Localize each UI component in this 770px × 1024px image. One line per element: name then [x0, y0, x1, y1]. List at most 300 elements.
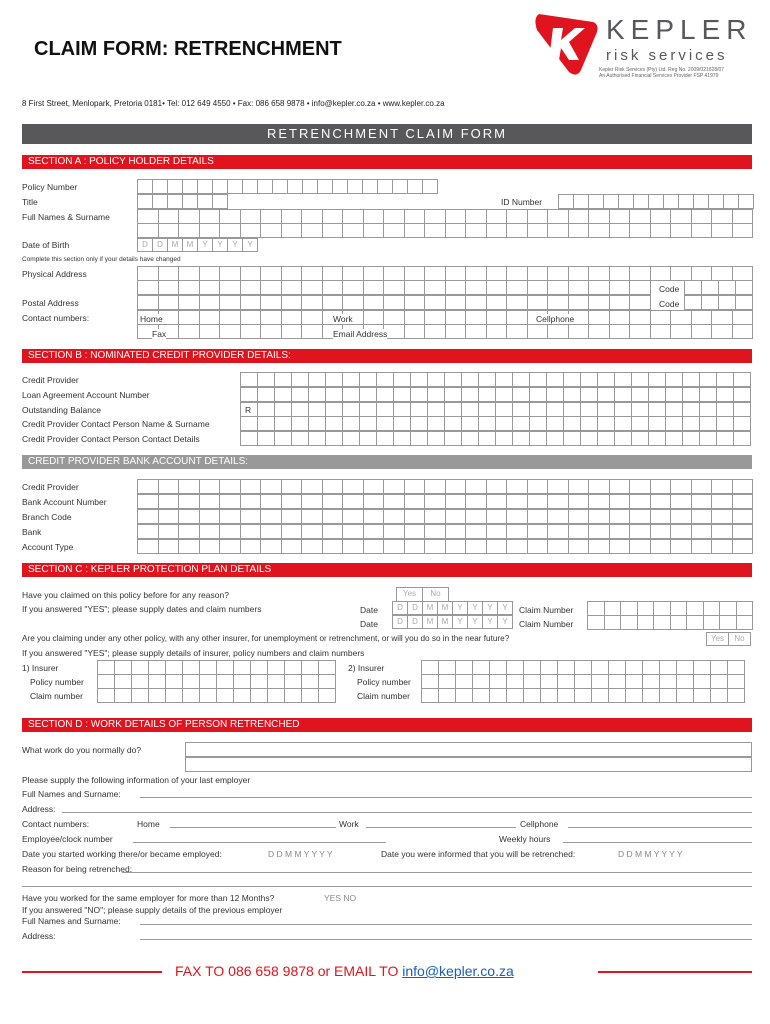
box-cell[interactable]: [302, 540, 323, 554]
box-cell[interactable]: [302, 325, 323, 339]
box-cell[interactable]: [712, 267, 733, 281]
box-cell[interactable]: [630, 510, 651, 524]
box-cell[interactable]: [446, 281, 467, 295]
box-cell[interactable]: [619, 195, 634, 209]
box-cell[interactable]: [115, 689, 132, 703]
box-cell[interactable]: [651, 480, 672, 494]
box-cell[interactable]: [179, 525, 200, 539]
box-cell[interactable]: [343, 480, 364, 494]
box-cell[interactable]: [671, 510, 692, 524]
branch-code-boxes[interactable]: [137, 509, 753, 524]
box-cell[interactable]: [282, 281, 303, 295]
box-cell[interactable]: [292, 373, 309, 387]
box-cell[interactable]: [384, 525, 405, 539]
box-cell[interactable]: [605, 602, 622, 616]
box-cell[interactable]: [220, 510, 241, 524]
box-cell[interactable]: [405, 495, 426, 509]
box-cell[interactable]: [589, 510, 610, 524]
box-cell[interactable]: [547, 417, 564, 431]
box-cell[interactable]: [466, 311, 487, 325]
box-cell[interactable]: [507, 296, 528, 310]
box-cell[interactable]: [733, 210, 754, 224]
box-cell[interactable]: [377, 388, 394, 402]
box-cell[interactable]: [466, 540, 487, 554]
box-cell[interactable]: [159, 510, 180, 524]
box-cell[interactable]: [446, 510, 467, 524]
box-cell[interactable]: [679, 195, 694, 209]
box-cell[interactable]: [630, 224, 651, 238]
box-cell[interactable]: [724, 195, 739, 209]
box-cell[interactable]: [159, 525, 180, 539]
box-cell[interactable]: [548, 540, 569, 554]
box-cell[interactable]: [183, 180, 198, 194]
box-cell[interactable]: [734, 403, 751, 417]
box-cell[interactable]: [422, 689, 439, 703]
box-cell[interactable]: [241, 525, 262, 539]
box-cell[interactable]: [405, 540, 426, 554]
box-cell[interactable]: [98, 689, 115, 703]
box-cell[interactable]: [609, 689, 626, 703]
box-cell[interactable]: [507, 510, 528, 524]
box-cell[interactable]: [528, 525, 549, 539]
box-cell[interactable]: [737, 602, 754, 616]
box-cell[interactable]: [649, 432, 666, 446]
bank-credit-provider-boxes[interactable]: [137, 479, 753, 494]
box-cell[interactable]: [728, 675, 745, 689]
box-cell[interactable]: [292, 417, 309, 431]
box-cell[interactable]: [405, 267, 426, 281]
box-cell[interactable]: [589, 480, 610, 494]
box-cell[interactable]: [251, 661, 268, 675]
box-cell[interactable]: [282, 210, 303, 224]
date-cell[interactable]: Y: [498, 616, 513, 629]
box-cell[interactable]: [241, 267, 262, 281]
box-cell[interactable]: [589, 296, 610, 310]
box-cell[interactable]: [666, 432, 683, 446]
box-cell[interactable]: [333, 180, 348, 194]
box-cell[interactable]: [261, 296, 282, 310]
box-cell[interactable]: [261, 311, 282, 325]
box-cell[interactable]: [261, 495, 282, 509]
box-cell[interactable]: [179, 540, 200, 554]
box-cell[interactable]: [589, 311, 610, 325]
box-cell[interactable]: [282, 495, 303, 509]
box-cell[interactable]: [428, 373, 445, 387]
box-cell[interactable]: [528, 267, 549, 281]
policy-number2-boxes[interactable]: [421, 674, 745, 689]
box-cell[interactable]: [309, 417, 326, 431]
box-cell[interactable]: [445, 432, 462, 446]
box-cell[interactable]: [364, 296, 385, 310]
box-cell[interactable]: [132, 689, 149, 703]
box-cell[interactable]: [326, 373, 343, 387]
box-cell[interactable]: [149, 689, 166, 703]
box-cell[interactable]: [302, 495, 323, 509]
q2-no[interactable]: No: [729, 633, 751, 646]
box-cell[interactable]: [589, 281, 610, 295]
box-cell[interactable]: [487, 210, 508, 224]
box-cell[interactable]: [694, 195, 709, 209]
id-number-boxes[interactable]: [558, 194, 754, 209]
code-boxes-1[interactable]: [684, 280, 753, 295]
box-cell[interactable]: [364, 210, 385, 224]
box-cell[interactable]: [115, 661, 132, 675]
box-cell[interactable]: [220, 495, 241, 509]
box-cell[interactable]: [541, 689, 558, 703]
box-cell[interactable]: [610, 267, 631, 281]
box-cell[interactable]: [343, 525, 364, 539]
box-cell[interactable]: [343, 432, 360, 446]
box-cell[interactable]: [466, 480, 487, 494]
box-cell[interactable]: [292, 432, 309, 446]
box-cell[interactable]: [479, 388, 496, 402]
box-cell[interactable]: [200, 296, 221, 310]
box-cell[interactable]: [183, 195, 198, 209]
box-cell[interactable]: [507, 689, 524, 703]
box-cell[interactable]: [683, 403, 700, 417]
box-cell[interactable]: [507, 495, 528, 509]
box-cell[interactable]: [626, 675, 643, 689]
box-cell[interactable]: [261, 267, 282, 281]
box-cell[interactable]: [138, 495, 159, 509]
box-cell[interactable]: [530, 373, 547, 387]
box-cell[interactable]: [282, 296, 303, 310]
box-cell[interactable]: [251, 675, 268, 689]
box-cell[interactable]: [712, 480, 733, 494]
box-cell[interactable]: [302, 267, 323, 281]
box-cell[interactable]: [528, 224, 549, 238]
box-cell[interactable]: [360, 432, 377, 446]
box-cell[interactable]: [275, 373, 292, 387]
box-cell[interactable]: [666, 388, 683, 402]
box-cell[interactable]: [487, 311, 508, 325]
box-cell[interactable]: [394, 388, 411, 402]
box-cell[interactable]: [466, 325, 487, 339]
box-cell[interactable]: [630, 296, 651, 310]
box-cell[interactable]: [692, 480, 713, 494]
box-cell[interactable]: [569, 267, 590, 281]
box-cell[interactable]: [649, 417, 666, 431]
box-cell[interactable]: [632, 417, 649, 431]
box-cell[interactable]: [589, 267, 610, 281]
box-cell[interactable]: [456, 675, 473, 689]
date-cell[interactable]: D: [393, 616, 408, 629]
box-cell[interactable]: [179, 296, 200, 310]
box-cell[interactable]: [548, 325, 569, 339]
code-boxes-2[interactable]: [684, 295, 753, 310]
physical-address-boxes-2[interactable]: [137, 280, 651, 295]
box-cell[interactable]: [528, 210, 549, 224]
box-cell[interactable]: [159, 224, 180, 238]
box-cell[interactable]: [487, 325, 508, 339]
box-cell[interactable]: [302, 224, 323, 238]
box-cell[interactable]: [632, 403, 649, 417]
box-cell[interactable]: [275, 432, 292, 446]
box-cell[interactable]: [364, 480, 385, 494]
box-cell[interactable]: [241, 325, 262, 339]
box-cell[interactable]: [282, 480, 303, 494]
box-cell[interactable]: [200, 540, 221, 554]
box-cell[interactable]: [694, 661, 711, 675]
box-cell[interactable]: [649, 195, 664, 209]
box-cell[interactable]: [360, 373, 377, 387]
box-cell[interactable]: [323, 510, 344, 524]
box-cell[interactable]: [343, 267, 364, 281]
box-cell[interactable]: [621, 602, 638, 616]
box-cell[interactable]: [364, 281, 385, 295]
box-cell[interactable]: [282, 525, 303, 539]
box-cell[interactable]: [643, 675, 660, 689]
box-cell[interactable]: [261, 224, 282, 238]
box-cell[interactable]: [524, 661, 541, 675]
box-cell[interactable]: [513, 403, 530, 417]
box-cell[interactable]: [615, 417, 632, 431]
box-cell[interactable]: [736, 296, 753, 310]
box-cell[interactable]: [303, 180, 318, 194]
box-cell[interactable]: [258, 180, 273, 194]
box-cell[interactable]: [487, 224, 508, 238]
box-cell[interactable]: [179, 311, 200, 325]
box-cell[interactable]: [626, 689, 643, 703]
date-cell[interactable]: D: [138, 239, 153, 252]
box-cell[interactable]: [166, 689, 183, 703]
box-cell[interactable]: [671, 224, 692, 238]
box-cell[interactable]: [405, 480, 426, 494]
box-cell[interactable]: [692, 510, 713, 524]
box-cell[interactable]: [643, 689, 660, 703]
box-cell[interactable]: [462, 373, 479, 387]
box-cell[interactable]: [364, 311, 385, 325]
insurer1-boxes[interactable]: [97, 660, 336, 675]
box-cell[interactable]: [487, 510, 508, 524]
date-cell[interactable]: Y: [228, 239, 243, 252]
box-cell[interactable]: [258, 403, 275, 417]
box-cell[interactable]: [685, 296, 702, 310]
box-cell[interactable]: [323, 281, 344, 295]
date-cell[interactable]: D: [393, 602, 408, 615]
reason-line-2[interactable]: [22, 886, 752, 887]
box-cell[interactable]: [496, 432, 513, 446]
box-cell[interactable]: [261, 210, 282, 224]
box-cell[interactable]: [513, 432, 530, 446]
box-cell[interactable]: [733, 224, 754, 238]
box-cell[interactable]: [166, 661, 183, 675]
box-cell[interactable]: [377, 403, 394, 417]
outstanding-balance-boxes[interactable]: [240, 402, 751, 417]
box-cell[interactable]: [422, 661, 439, 675]
box-cell[interactable]: [513, 388, 530, 402]
box-cell[interactable]: [323, 540, 344, 554]
box-cell[interactable]: [258, 388, 275, 402]
box-cell[interactable]: [302, 689, 319, 703]
box-cell[interactable]: [241, 480, 262, 494]
box-cell[interactable]: [200, 675, 217, 689]
box-cell[interactable]: [712, 210, 733, 224]
box-cell[interactable]: [692, 267, 713, 281]
box-cell[interactable]: [630, 480, 651, 494]
box-cell[interactable]: [528, 510, 549, 524]
box-cell[interactable]: [569, 325, 590, 339]
box-cell[interactable]: [671, 616, 688, 630]
box-cell[interactable]: [649, 373, 666, 387]
box-cell[interactable]: [598, 417, 615, 431]
box-cell[interactable]: [411, 417, 428, 431]
box-cell[interactable]: [241, 296, 262, 310]
box-cell[interactable]: [466, 210, 487, 224]
box-cell[interactable]: [547, 403, 564, 417]
box-cell[interactable]: [712, 510, 733, 524]
box-cell[interactable]: [615, 373, 632, 387]
box-cell[interactable]: [473, 661, 490, 675]
box-cell[interactable]: [717, 417, 734, 431]
normal-work-input-1[interactable]: [185, 742, 752, 757]
box-cell[interactable]: [343, 403, 360, 417]
box-cell[interactable]: [183, 689, 200, 703]
date-cell[interactable]: Y: [453, 602, 468, 615]
box-cell[interactable]: [569, 525, 590, 539]
box-cell[interactable]: [548, 510, 569, 524]
box-cell[interactable]: [200, 689, 217, 703]
box-cell[interactable]: [671, 311, 692, 325]
box-cell[interactable]: [343, 296, 364, 310]
box-cell[interactable]: [439, 661, 456, 675]
box-cell[interactable]: [319, 689, 336, 703]
employer-home-line[interactable]: [170, 827, 336, 828]
box-cell[interactable]: [692, 495, 713, 509]
box-cell[interactable]: [677, 661, 694, 675]
box-cell[interactable]: [445, 388, 462, 402]
box-cell[interactable]: [384, 224, 405, 238]
box-cell[interactable]: [541, 675, 558, 689]
box-cell[interactable]: [394, 403, 411, 417]
box-cell[interactable]: [179, 510, 200, 524]
box-cell[interactable]: [261, 325, 282, 339]
box-cell[interactable]: [548, 281, 569, 295]
box-cell[interactable]: [720, 616, 737, 630]
box-cell[interactable]: [487, 525, 508, 539]
full-names-boxes[interactable]: [137, 209, 753, 224]
box-cell[interactable]: [589, 525, 610, 539]
date-cell[interactable]: Y: [453, 616, 468, 629]
prev-full-names-line[interactable]: [140, 924, 752, 925]
prev-address-line[interactable]: [140, 939, 752, 940]
box-cell[interactable]: [632, 388, 649, 402]
box-cell[interactable]: [179, 210, 200, 224]
box-cell[interactable]: [609, 675, 626, 689]
box-cell[interactable]: [630, 267, 651, 281]
box-cell[interactable]: [200, 281, 221, 295]
box-cell[interactable]: [377, 432, 394, 446]
box-cell[interactable]: [677, 675, 694, 689]
box-cell[interactable]: [159, 296, 180, 310]
box-cell[interactable]: [609, 661, 626, 675]
box-cell[interactable]: [692, 540, 713, 554]
box-cell[interactable]: [651, 210, 672, 224]
box-cell[interactable]: [651, 311, 672, 325]
box-cell[interactable]: [569, 296, 590, 310]
box-cell[interactable]: [285, 689, 302, 703]
box-cell[interactable]: [378, 180, 393, 194]
box-cell[interactable]: [589, 210, 610, 224]
box-cell[interactable]: [200, 210, 221, 224]
box-cell[interactable]: [159, 267, 180, 281]
box-cell[interactable]: [558, 661, 575, 675]
box-cell[interactable]: [285, 675, 302, 689]
box-cell[interactable]: [393, 180, 408, 194]
box-cell[interactable]: [687, 616, 704, 630]
box-cell[interactable]: [411, 373, 428, 387]
box-cell[interactable]: [241, 432, 258, 446]
box-cell[interactable]: [384, 210, 405, 224]
box-cell[interactable]: [569, 495, 590, 509]
box-cell[interactable]: [569, 510, 590, 524]
box-cell[interactable]: [671, 602, 688, 616]
box-cell[interactable]: [425, 224, 446, 238]
box-cell[interactable]: [220, 525, 241, 539]
box-cell[interactable]: [98, 675, 115, 689]
box-cell[interactable]: [487, 480, 508, 494]
q2-yes-no[interactable]: [706, 632, 751, 646]
box-cell[interactable]: [651, 510, 672, 524]
date-started-placeholder[interactable]: D D M M Y Y Y Y: [268, 849, 333, 859]
policy-number-boxes[interactable]: [137, 179, 438, 194]
box-cell[interactable]: [251, 689, 268, 703]
box-cell[interactable]: [507, 281, 528, 295]
box-cell[interactable]: [275, 403, 292, 417]
box-cell[interactable]: [575, 689, 592, 703]
reason-line-1[interactable]: [122, 872, 752, 873]
box-cell[interactable]: [528, 540, 549, 554]
box-cell[interactable]: [360, 417, 377, 431]
box-cell[interactable]: [700, 432, 717, 446]
box-cell[interactable]: [179, 495, 200, 509]
box-cell[interactable]: [564, 373, 581, 387]
box-cell[interactable]: [363, 180, 378, 194]
box-cell[interactable]: [268, 661, 285, 675]
q1-yes-no[interactable]: [396, 587, 449, 602]
box-cell[interactable]: [183, 675, 200, 689]
box-cell[interactable]: [507, 325, 528, 339]
box-cell[interactable]: [323, 210, 344, 224]
box-cell[interactable]: [132, 661, 149, 675]
box-cell[interactable]: [692, 224, 713, 238]
box-cell[interactable]: [153, 180, 168, 194]
box-cell[interactable]: [200, 224, 221, 238]
contact-numbers-boxes-2[interactable]: [137, 324, 753, 339]
postal-address-boxes[interactable]: [137, 295, 651, 310]
box-cell[interactable]: [719, 296, 736, 310]
box-cell[interactable]: [261, 281, 282, 295]
box-cell[interactable]: [261, 540, 282, 554]
box-cell[interactable]: [734, 417, 751, 431]
employer-full-names-line[interactable]: [140, 797, 752, 798]
box-cell[interactable]: [425, 296, 446, 310]
date-cell[interactable]: Y: [483, 616, 498, 629]
box-cell[interactable]: [733, 525, 754, 539]
box-cell[interactable]: [309, 388, 326, 402]
box-cell[interactable]: [575, 675, 592, 689]
account-type-boxes[interactable]: [137, 539, 753, 554]
box-cell[interactable]: [282, 325, 303, 339]
box-cell[interactable]: [569, 540, 590, 554]
box-cell[interactable]: [630, 325, 651, 339]
bank-account-number-boxes[interactable]: [137, 494, 753, 509]
box-cell[interactable]: [115, 675, 132, 689]
box-cell[interactable]: [574, 195, 589, 209]
date-cell[interactable]: M: [423, 602, 438, 615]
box-cell[interactable]: [569, 210, 590, 224]
box-cell[interactable]: [717, 432, 734, 446]
